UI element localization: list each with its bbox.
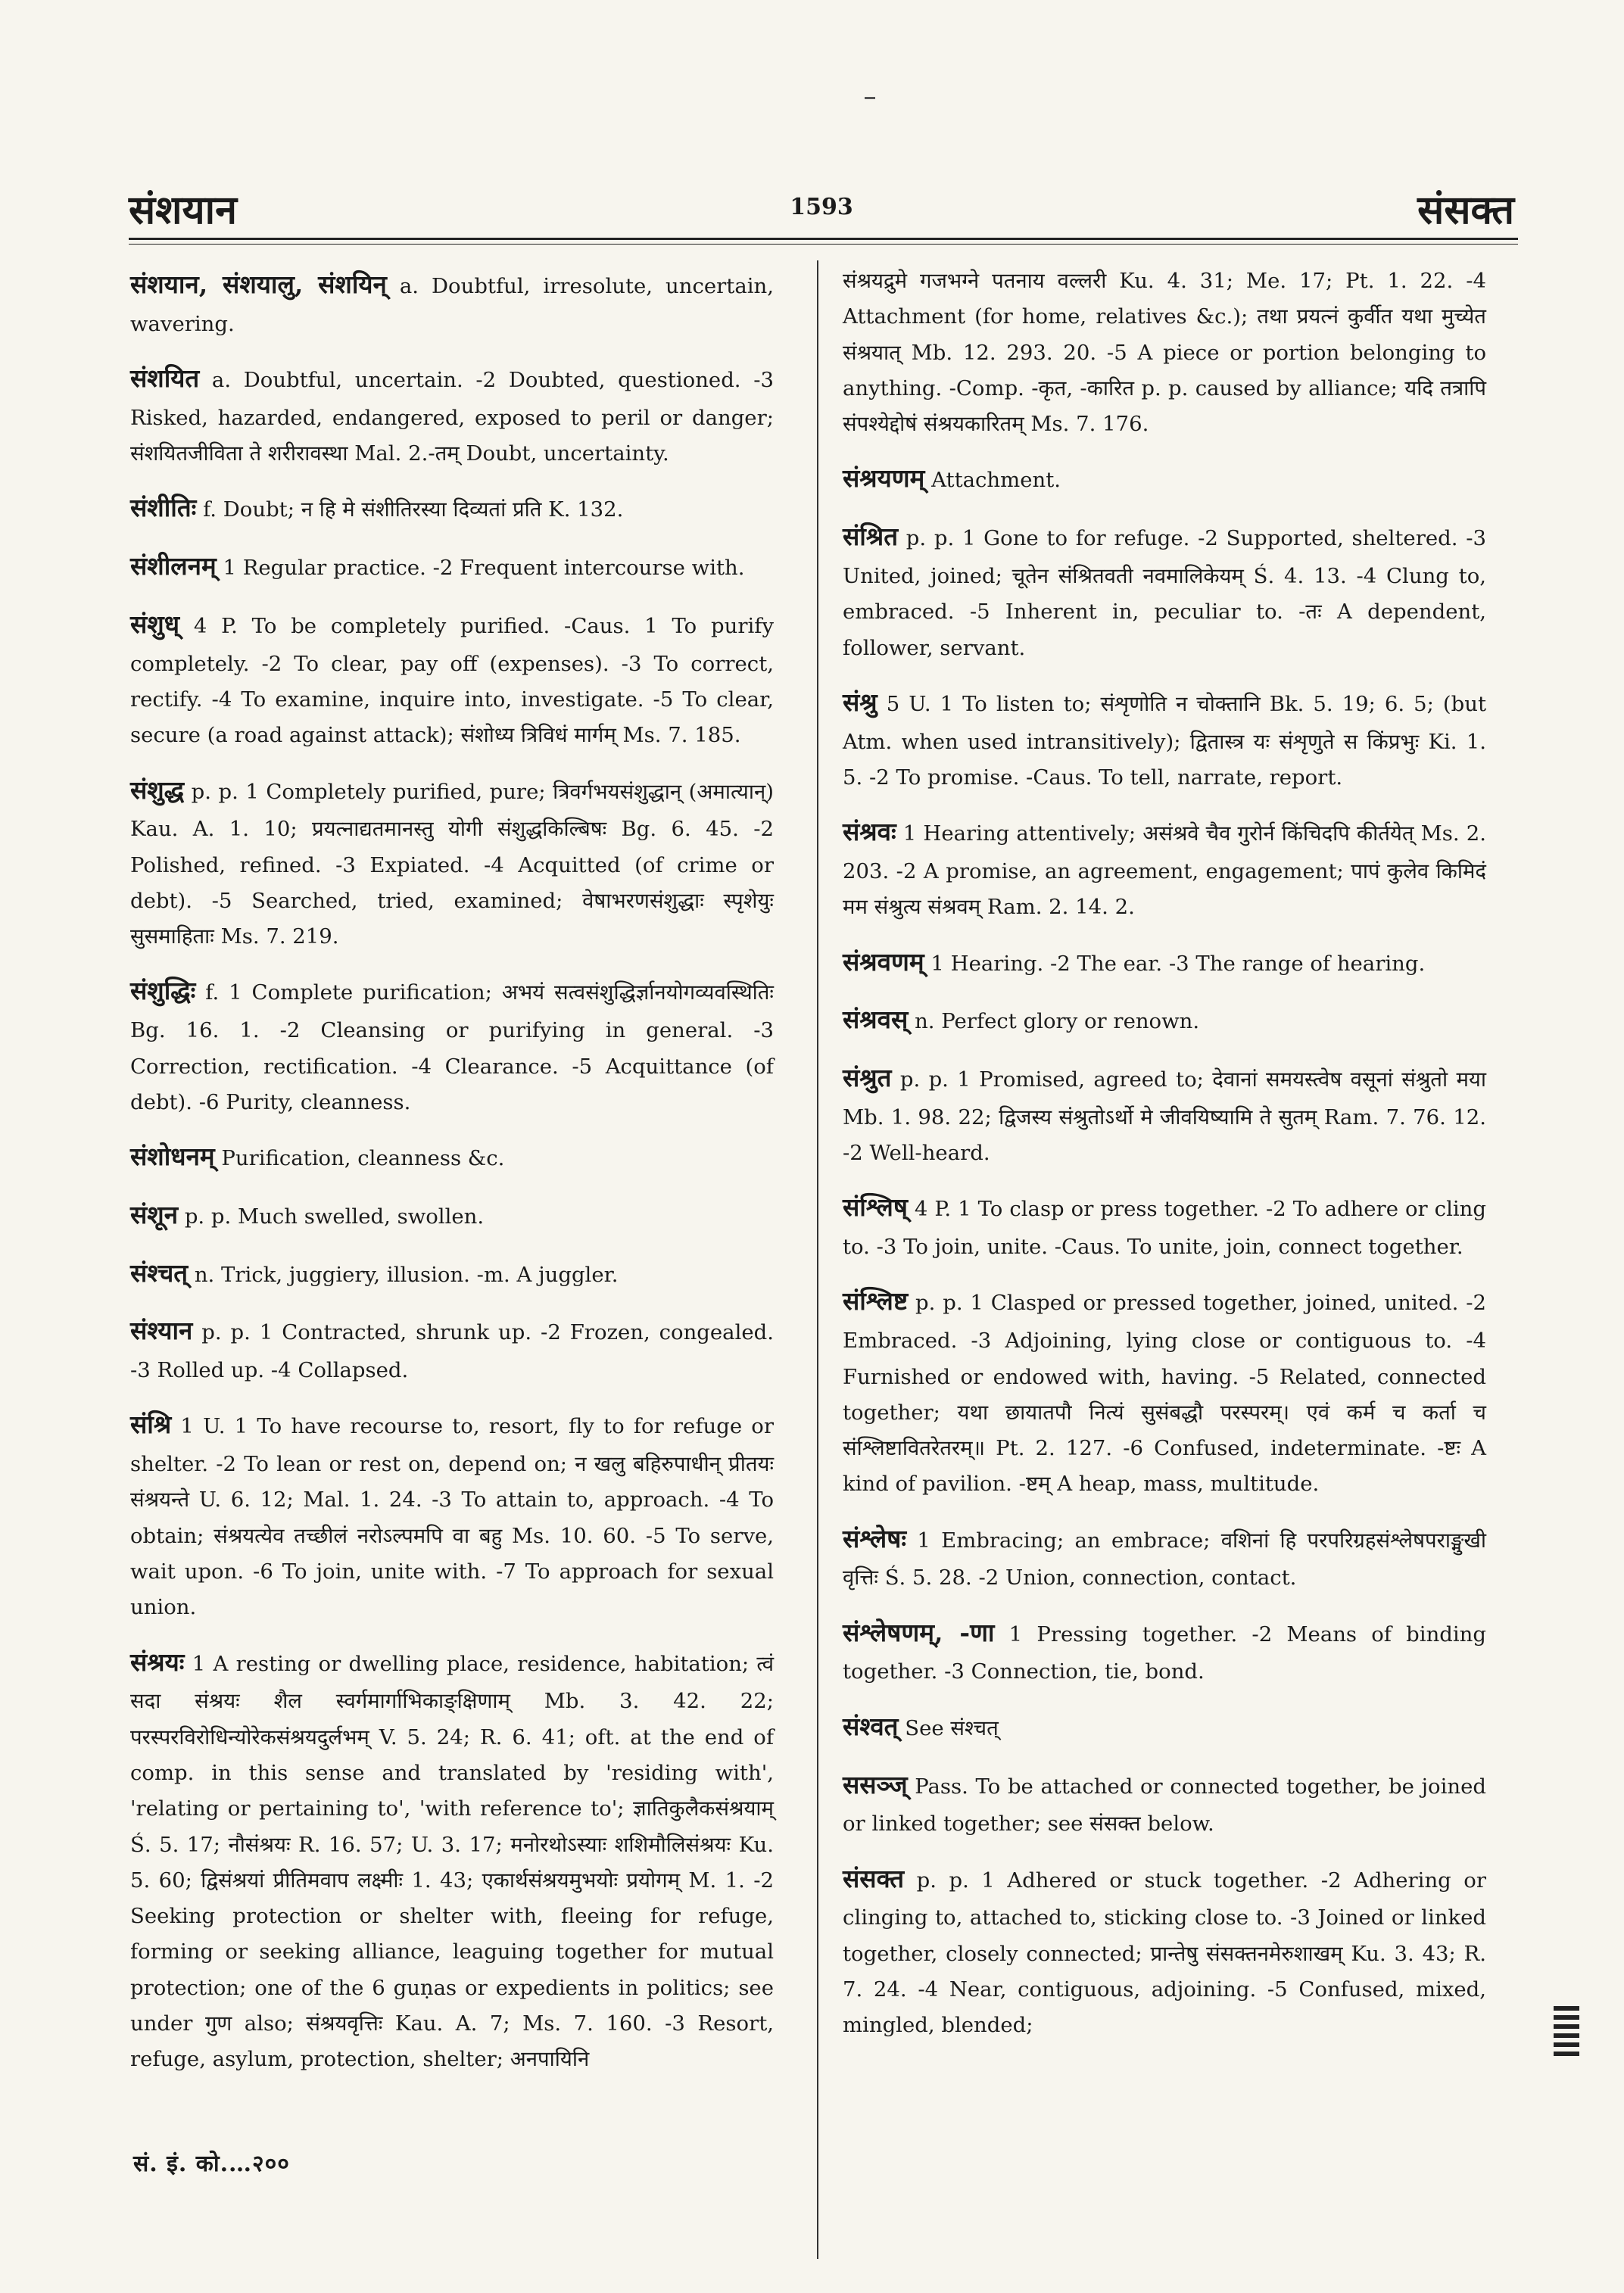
entry-definition: f. 1 Complete purification; अभयं सत्वसंशुद्धिर्ज्ञानयोगव्यवस्थितिः Bg. 16. 1. -2 Cleansing or purifying in general. -3 Correction, rectification. -4 Clearance. -5 Acquittance (of debt). -6 Purity, cleanness. — [130, 980, 774, 1114]
dictionary-entry — [843, 1612, 1486, 1690]
entry-headword: संशयान, संशयालु, संशयिन् — [130, 269, 387, 299]
entry-headword: संशोधनम् — [130, 1142, 215, 1172]
entry-headword: संश्रवणम् — [843, 946, 924, 977]
entry-definition: n. Trick, juggiery, illusion. -m. A juggler. — [188, 1262, 619, 1287]
entry-definition: a. Doubtful, irresolute, uncertain, wavering. — [130, 274, 774, 336]
dictionary-entry — [130, 545, 774, 588]
entry-headword: संश्चत् — [130, 1257, 189, 1288]
entry-headword: संशुद्ध — [130, 774, 185, 805]
entry-definition: संश्रयद्रुमे गजभग्ने पतनाय वल्लरी Ku. 4. 31; Me. 17; Pt. 1. 22. -4 Attachment (for home, relatives &c.); तथा प्रयत्नं कुर्वीत यथा मुच्येत संश्रयात् Mb. 12. 293. 20. -5 A piece or portion belonging to anything. -Comp. -कृत, -कारित p. p. caused by alliance; यदि तत्रापि संपश्येद्दोषं संश्रयकारितम् Ms. 7. 176. — [843, 269, 1486, 437]
dictionary-entry — [843, 516, 1486, 666]
dictionary-entry — [843, 999, 1486, 1042]
signature-mark: सं. इं. को.…२०० — [133, 2151, 290, 2177]
entry-headword: संशून — [130, 1199, 179, 1229]
dictionary-entry — [130, 603, 774, 754]
entry-definition: a. Doubtful, uncertain. -2 Doubted, questioned. -3 Risked, hazarded, endangered, exposed to peril or danger; संशयितजीविता ते शरीरावस्था Mal. 2.-तम् Doubt, uncertainty. — [130, 368, 774, 466]
dictionary-entry — [843, 457, 1486, 500]
dictionary-entry — [130, 1194, 774, 1237]
dictionary-entry — [130, 487, 774, 530]
dictionary-entry — [843, 263, 1486, 442]
entry-definition: p. p. 1 Clasped or pressed together, joined, united. -2 Embraced. -3 Adjoining, lying close or contiguous to. -4 Furnished or endowed with, having. -5 Related, connected together; यथा छायातपौ नित्यं सुसंबद्धौ परस्परम्। एवं कर्म च कर्ता च संश्लिष्टावितरेतरम्॥ Pt. 2. 127. -6 Confused, indeterminate. -ष्टः A kind of pavilion. -ष्टम् A heap, mass, multitude. — [843, 1291, 1486, 1497]
column-divider — [817, 260, 818, 2259]
entry-definition: f. Doubt; न हि मे संशीतिरस्या दिव्यतां प्रति K. 132. — [196, 497, 624, 522]
entry-definition: 1 Hearing. -2 The ear. -3 The range of hearing. — [924, 951, 1426, 976]
dictionary-entry — [130, 1136, 774, 1179]
entry-headword: संश्रयः — [130, 1647, 185, 1677]
entry-definition: 1 U. 1 To have recourse to, resort, fly to for refuge or shelter. -2 To lean or rest on, depend on; न खलु बहिरुपाधीन् प्रीतयः संश्रयन्ते U. 6. 12; Mal. 1. 24. -3 To attain to, approach. -4 To obtain; संश्रयत्येव तच्छीलं नरोऽल्पमपि वा बहु Ms. 10. 60. -5 To serve, wait upon. -6 To join, unite with. -7 To approach for sexual union. — [130, 1414, 774, 1620]
dictionary-entry — [843, 1057, 1486, 1171]
page-number: 1593 — [790, 194, 853, 220]
entry-definition: p. p. 1 Completely purified, pure; त्रिवर्गभयसंशुद्धान् (अमात्यान्) Kau. A. 1. 10; प्रयत्नाद्यतमानस्तु योगी संशुद्धकिल्बिषः Bg. 6. 45. -2 Polished, refined. -3 Expiated. -4 Acquitted (of crime or debt). -5 Searched, tried, examined; वेषाभरणसंशुद्धाः स्पृशेयुः सुसमाहिताः Ms. 7. 219. — [130, 779, 774, 949]
entry-definition: 1 Hearing attentively; असंश्रवे चैव गुरोर्न किंचिदपि कीर्तयेत् Ms. 2. 203. -2 A promise, an agreement, engagement; पापं कुलेव किमिदं मम संश्रुत्य संश्रवम् Ram. 2. 14. 2. — [843, 821, 1486, 920]
dictionary-entry — [843, 1764, 1486, 1843]
entry-headword: संश्रि — [130, 1410, 172, 1440]
entry-headword: संश्लिष्ट — [843, 1286, 909, 1316]
entry-headword: संश्रु — [843, 687, 877, 717]
entry-headword: संश्रुत — [843, 1063, 892, 1093]
dictionary-entry — [843, 811, 1486, 925]
entry-definition: n. Perfect glory or renown. — [908, 1009, 1200, 1034]
entry-definition: 5 U. 1 To listen to; संशृणोति न चोक्तानि Bk. 5. 19; 6. 5; (but Atm. when used intransitively); द्वितास्त्र यः संशृणुते स किंप्रभुः Ki. 1. 5. -2 To promise. -Caus. To tell, narrate, report. — [843, 691, 1486, 790]
entry-headword: संसक्त — [843, 1863, 905, 1893]
entry-headword: संश्रवस् — [843, 1005, 909, 1035]
dictionary-entry — [130, 1404, 774, 1625]
dictionary-entry — [843, 1706, 1486, 1749]
entry-headword: संश्यान — [130, 1316, 193, 1346]
left-running-head: संशयान — [129, 187, 238, 233]
entry-definition: p. p. Much swelled, swollen. — [178, 1204, 485, 1229]
page-header — [129, 174, 1514, 235]
entry-headword: संश्वत् — [843, 1711, 899, 1741]
dictionary-entry — [843, 1280, 1486, 1502]
entry-headword: ससञ्ज् — [843, 1769, 908, 1799]
entry-headword: संशयित — [130, 363, 200, 394]
top-mark — [865, 97, 875, 99]
thumb-index-mark — [1554, 2006, 1579, 2067]
entry-definition: p. p. 1 Gone to for refuge. -2 Supported, sheltered. -3 United, joined; चूतेन संश्रितवती नवमालिकेयम् Ś. 4. 13. -4 Clung to, embraced. -5 Inherent in, peculiar to. -तः A dependent, follower, servant. — [843, 526, 1486, 660]
right-column — [843, 263, 1486, 2059]
entry-definition: See संश्चत् — [898, 1715, 999, 1740]
dictionary-entry — [843, 1858, 1486, 2044]
dictionary-entry — [130, 1641, 774, 2078]
entry-definition: p. p. 1 Contracted, shrunk up. -2 Frozen, congealed. -3 Rolled up. -4 Collapsed. — [130, 1320, 774, 1383]
entry-definition: 1 Regular practice. -2 Frequent intercourse with. — [216, 556, 745, 581]
entry-headword: संश्लेषः — [843, 1523, 907, 1553]
entry-headword: संश्रित — [843, 522, 899, 552]
entry-definition: 4 P. 1 To clasp or press together. -2 To adhere or cling to. -3 To join, unite. -Caus. To unite, join, connect together. — [843, 1197, 1486, 1260]
entry-headword: संश्रयणम् — [843, 463, 925, 494]
dictionary-entry — [130, 769, 774, 955]
header-rule-thin — [129, 244, 1518, 245]
dictionary-entry — [843, 681, 1486, 796]
entry-definition: Pass. To be attached or connected together, be joined or linked together; see संसक्त below. — [843, 1774, 1486, 1837]
entry-headword: संशीतिः — [130, 493, 197, 523]
dictionary-entry — [843, 1186, 1486, 1265]
entry-headword: संश्लिष् — [843, 1192, 908, 1223]
right-running-head: संसक्त — [1417, 187, 1514, 233]
dictionary-entry — [130, 263, 774, 342]
dictionary-entry — [130, 1310, 774, 1388]
dictionary-entry — [843, 1518, 1486, 1597]
dictionary-entry — [843, 941, 1486, 984]
entry-definition: 1 Pressing together. -2 Means of binding together. -3 Connection, tie, bond. — [843, 1622, 1486, 1684]
header-rule — [129, 238, 1518, 240]
entry-definition: 4 P. To be completely purified. -Caus. 1 To purify completely. -2 To clear, pay off (expenses). -3 To correct, rectify. -4 To examine, inquire into, investigate. -5 To clear, secure (a road against attack); संशोध्य त्रिविधं मार्गम् Ms. 7. 185. — [130, 613, 774, 748]
entry-definition: 1 Embracing; an embrace; वशिनां हि परपरिग्रहसंश्लेषपराङ्मुखी वृत्तिः Ś. 5. 28. -2 Union, connection, contact. — [843, 1528, 1486, 1590]
entry-definition: p. p. 1 Adhered or stuck together. -2 Adhering or clinging to, attached to, sticking close to. -3 Joined or linked together, closely connected; प्रान्तेषु संसक्तनमेरुशाखम् Ku. 3. 43; R. 7. 24. -4 Near, contiguous, adjoining. -5 Confused, mixed, mingled, blended; — [843, 1868, 1486, 2038]
left-column — [130, 263, 774, 2093]
dictionary-entry — [130, 1252, 774, 1295]
entry-headword: संशुद्धिः — [130, 976, 196, 1006]
dictionary-entry — [130, 357, 774, 472]
entry-headword: संशीलनम् — [130, 551, 217, 581]
entry-definition: 1 A resting or dwelling place, residence, habitation; त्वं सदा संश्रयः शैल स्वर्गमार्गाभिकाङ्क्षिणाम् Mb. 3. 42. 22; परस्परविरोधिन्योरेकसंश्रयदुर्लभम् V. 5. 24; R. 6. 41; oft. at the end of comp. in this sense and translated by 'residing with', 'relating or pertaining to', 'with reference to'; ज्ञातिकुलैकसंश्रयाम् Ś. 5. 17; नौसंश्रयः R. 16. 57; U. 3. 17; मनोरथोऽस्याः शशिमौलिसंश्रयः Ku. 5. 60; द्विसंश्रयां प्रीतिमवाप लक्ष्मीः 1. 43; एकार्थसंश्रयमुभयोः प्रयोगम् M. 1. -2 Seeking protection or shelter with, fleeing for refuge, forming or seeking alliance, leaguing together for mutual protection; one of the 6 guṇas or expedients in politics; see under गुण also; संश्रयवृत्तिः Kau. A. 7; Ms. 7. 160. -3 Resort, refuge, asylum, protection, shelter; अनपायिनि — [130, 1651, 774, 2072]
entry-definition: Attachment. — [924, 468, 1061, 493]
dictionary-entry — [130, 970, 774, 1120]
entry-definition: Purification, cleanness &c. — [214, 1146, 505, 1171]
entry-headword: संश्लेषणम्, -णा — [843, 1617, 995, 1647]
entry-headword: संश्रवः — [843, 817, 896, 847]
entry-headword: संशुध् — [130, 609, 180, 639]
entry-definition: p. p. 1 Promised, agreed to; देवानां समयस्त्वेष वसूनां संश्रुतो मया Mb. 1. 98. 22; द्विजस्य संश्रुतोऽर्थो मे जीवयिष्यामि ते सुतम् Ram. 7. 76. 12. -2 Well-heard. — [843, 1067, 1486, 1166]
